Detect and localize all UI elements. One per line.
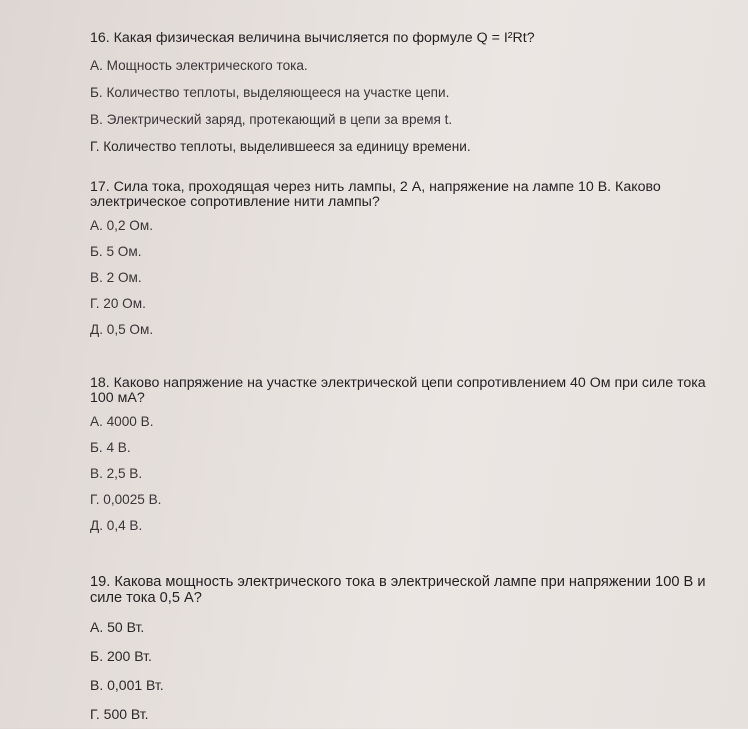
question-17 [90,180,730,343]
answer-option-b: Б. 4 В. [90,440,131,455]
question-text: 18. Каково напряжение на участке электрической цепи сопротивлением 40 Ом при силе тока 100 мА? [90,375,706,406]
answer-options [90,213,730,343]
question-18 [90,376,730,539]
answer-option-g: Г. 500 Вт. [90,706,149,722]
answer-option-v: В. Электрический заряд, протекающий в цепи за время t. [90,112,453,127]
question-16 [90,31,730,160]
question-text: 19. Какова мощность электрического тока в электрической лампе при напряжении 100 В и силе тока 0,5 А? [90,574,706,606]
answer-options [90,52,730,160]
answer-options [90,409,730,539]
answer-option-g: Г. 20 Ом. [90,296,146,311]
answer-option-g: Г. Количество теплоты, выделившееся за единицу времени. [90,139,471,154]
question-text: 16. Какая физическая величина вычисляется по формуле Q = I²Rt? [90,30,535,46]
answer-option-d: Д. 0,4 В. [90,518,143,533]
answer-option-g: Г. 0,0025 В. [90,492,162,507]
answer-option-b: Б. 200 Вт. [90,648,152,664]
answer-option-v: В. 0,001 Вт. [90,677,164,693]
question-19 [90,574,730,729]
answer-option-v: В. 2,5 В. [90,466,143,481]
answer-option-v: В. 2 Ом. [90,270,142,285]
question-text: 17. Сила тока, проходящая через нить лампы, 2 А, напряжение на лампе 10 В. Каково электрическое сопротивление нити лампы? [90,179,661,210]
answer-option-d: Д. 0,5 Ом. [90,322,154,337]
answer-option-a: А. 50 Вт. [90,619,145,635]
answer-option-a: А. Мощность электрического тока. [90,58,308,73]
answer-options [90,613,730,729]
answer-option-b: Б. 5 Ом. [90,244,142,259]
answer-option-a: А. 4000 В. [90,414,154,429]
answer-option-a: А. 0,2 Ом. [90,218,153,233]
answer-option-b: Б. Количество теплоты, выделяющееся на участке цепи. [90,85,450,100]
